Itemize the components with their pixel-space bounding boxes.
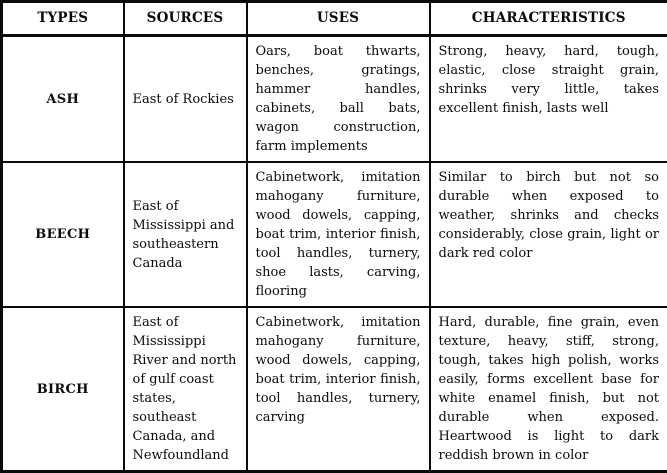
- table-row-beech: [2, 162, 667, 307]
- cell-birch-sources: East of Mississippi River and north of gulf coast states, southeast Canada, and Newfoundland: [124, 307, 247, 472]
- cell-ash-sources: East of Rockies: [124, 36, 247, 163]
- header-sources: SOURCES: [124, 2, 247, 36]
- cell-beech-type: BEECH: [2, 162, 124, 307]
- cell-birch-type: BIRCH: [2, 307, 124, 472]
- table-row-ash: [2, 36, 667, 163]
- cell-beech-sources: East of Mississippi and southeastern Canada: [124, 162, 247, 307]
- table-row-birch: [2, 307, 667, 472]
- cell-ash-type: ASH: [2, 36, 124, 163]
- cell-beech-uses: Cabinetwork, imitation mahogany furniture, wood dowels, capping, boat trim, interior finish, tool handles, turnery, shoe lasts, carving, flooring: [247, 162, 430, 307]
- header-uses: USES: [247, 2, 430, 36]
- cell-ash-uses: Oars, boat thwarts, benches, gratings, hammer handles, cabinets, ball bats, wagon construction, farm implements: [247, 36, 430, 163]
- cell-ash-characteristics: Strong, heavy, hard, tough, elastic, close straight grain, shrinks very little, takes excellent finish, lasts well: [430, 36, 667, 163]
- cell-birch-uses: Cabinetwork, imitation mahogany furniture, wood dowels, capping, boat trim, interior finish, tool handles, turnery, carving: [247, 307, 430, 472]
- header-characteristics: CHARACTERISTICS: [430, 2, 667, 36]
- table-header-row: [2, 2, 667, 36]
- cell-beech-characteristics: Similar to birch but not so durable when exposed to weather, shrinks and checks considerably, close grain, light or dark red color: [430, 162, 667, 307]
- cell-birch-characteristics: Hard, durable, fine grain, even texture, heavy, stiff, strong, tough, takes high polish, works easily, forms excellent base for white enamel finish, but not durable when exposed. Heartwood is light to dark reddish brown in color: [430, 307, 667, 472]
- header-types: TYPES: [2, 2, 124, 36]
